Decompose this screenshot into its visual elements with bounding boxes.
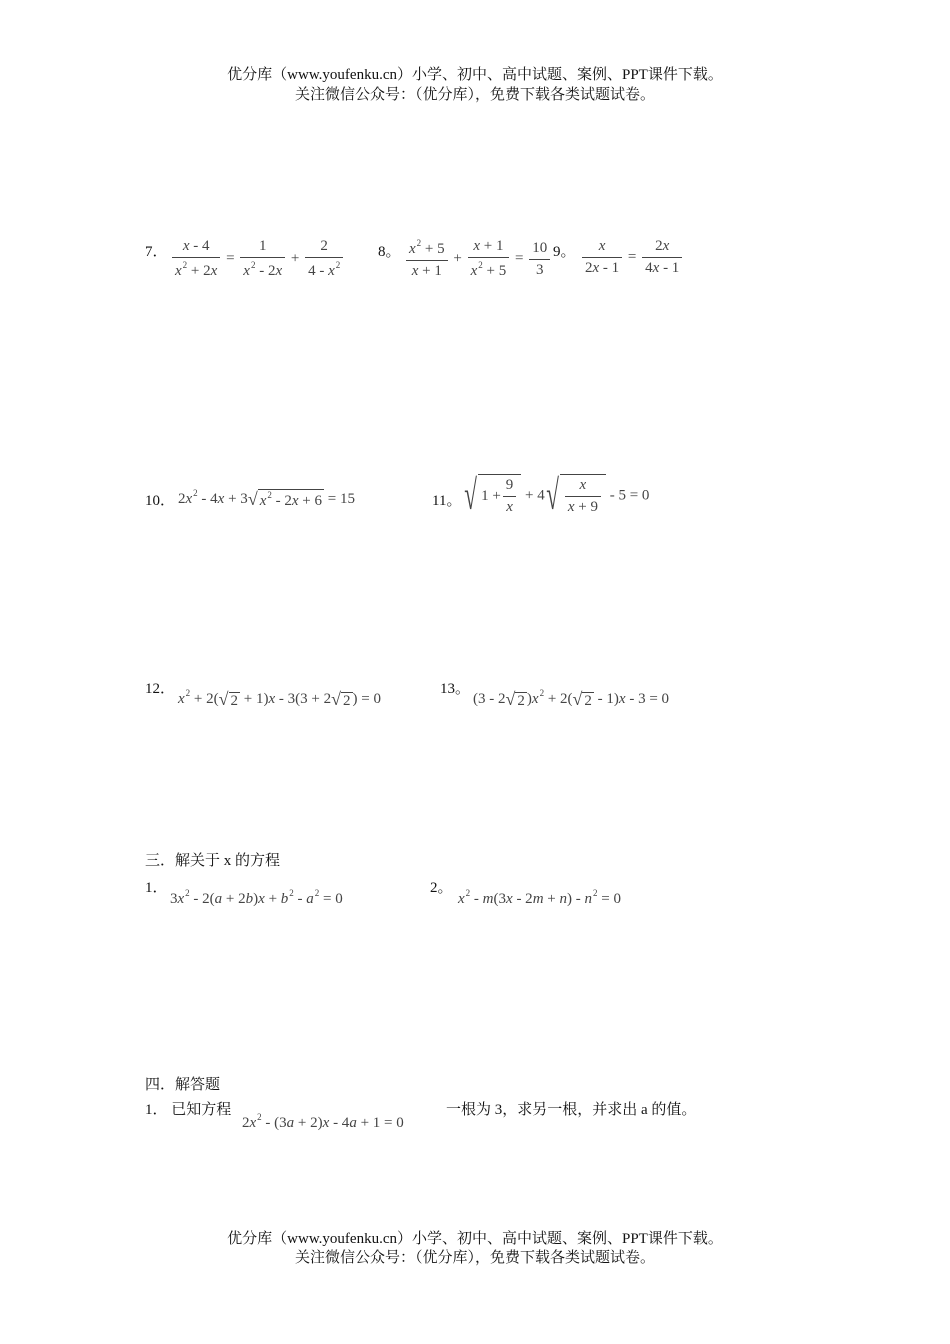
section-4-title: 四．解答题 — [145, 1077, 221, 1093]
section-4-q1-equation: $2x^2 - (3a + 2)x - 4a + 1 = 0$ — [242, 1112, 404, 1131]
footer-line-1: 优分库（www.youfenku.cn）小学、初中、高中试题、案例、PPT课件下载。 — [227, 1231, 723, 1247]
section-3-q2-equation: $x^2 - m(3x - 2m + n) - n^2 = 0$ — [458, 888, 621, 907]
problem-12-equation: $x^2 + 2(√$ 2 + 1)x - 3(3 + 2√ 2 ) = 0 — [178, 688, 381, 710]
problem-10-equation: $2x^2 - 4x + 3√$ $x^2 - 2x + 6 = 15$ — [178, 488, 355, 510]
problem-11-number: 11。 — [432, 493, 462, 509]
section-3-q2-number: 2。 — [430, 880, 453, 896]
problem-10-number: 10． — [145, 493, 176, 509]
problem-7-equation: $\frac{x - 4}{x^2 + 2x}$ = $\frac{1}{x^2 - 2x}$ + $\frac{2}{4 - x^2}$ — [170, 238, 345, 280]
problem-8-equation: $\frac{x^2 + 5}{x + 1}$ + $\frac{x + 1}{x^2 + 5}$ = $\frac{10}{3}$ — [404, 238, 552, 280]
problem-8-number: 8。 — [378, 244, 401, 260]
problem-13-number: 13。 — [440, 681, 471, 697]
footer-line-2: 关注微信公众号：（优分库），免费下载各类试题试卷。 — [294, 1250, 655, 1266]
problem-12-number: 12． — [145, 681, 176, 697]
section-3-title: 三．解关于 x 的方程 — [145, 853, 281, 869]
section-3-q1-number: 1． — [145, 880, 168, 896]
problem-11-equation: √ 1 + $\frac{9}{x}$ + 4 √ $\frac{x}{x + 9}$ - 5 = 0 — [464, 473, 650, 519]
problem-13-equation: (3 - 2√ 2 )$x^2 + 2(√$ 2 - 1)x - 3 = 0 — [473, 688, 670, 710]
section-4-q1-tail: 一根为 3，求另一根，并求出 a 的值。 — [446, 1102, 697, 1118]
header-line-1: 优分库（www.youfenku.cn）小学、初中、高中试题、案例、PPT课件下载。 — [227, 67, 723, 83]
problem-7-number: 7． — [145, 244, 168, 260]
problem-9-equation: $\frac{x}{2x - 1}$ = $\frac{2x}{4x - 1}$ — [580, 238, 684, 277]
problem-9-number: 9。 — [553, 244, 576, 260]
section-4-q1-text: 1． 已知方程 — [145, 1102, 232, 1118]
header-line-2: 关注微信公众号：（优分库），免费下载各类试题试卷。 — [294, 87, 655, 103]
section-3-q1-equation: $3x^2 - 2(a + 2b)x + b^2 - a^2 = 0$ — [170, 888, 343, 907]
